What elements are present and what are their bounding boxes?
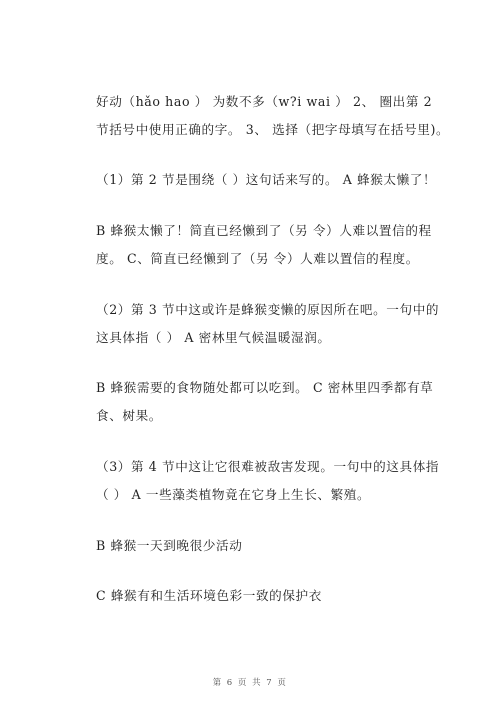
text-line: B 蜂猴一天到晚很少活动 xyxy=(96,538,243,553)
page-number-footer: 第 6 页 共 7 页 xyxy=(212,678,288,688)
text-line: （3）第 4 节中这让它很难被敌害发现。一句中的这具体指 xyxy=(96,459,440,474)
text-line: C 蜂猴有和生活环境色彩一致的保护衣 xyxy=(96,588,322,603)
text-line: （2）第 3 节中这或许是蜂猴变懒的原因所在吧。一句中的 xyxy=(96,302,440,317)
text-line: （1）第 2 节是围绕（ ）这句话来写的。 A 蜂猴太懒了！ xyxy=(96,172,437,187)
text-line: B 蜂猴太懒了！简直已经懒到了（另 令）人难以置信的程 xyxy=(96,223,432,238)
text-line: （ ） A 一些藻类植物竟在它身上生长、繁殖。 xyxy=(96,487,371,502)
text-line: 食、树果。 xyxy=(96,408,162,423)
text-line: 度。 C、简直已经懒到了（另 令）人难以置信的程度。 xyxy=(96,251,419,266)
text-line: 节括号中使用正确的字。 3、 选择（把字母填写在括号里)。 xyxy=(96,122,450,137)
text-line: 好动（hǎo hao ） 为数不多（w?i wai ） 2、 圈出第 2 xyxy=(96,94,433,109)
text-line: B 蜂猴需要的食物随处都可以吃到。 C 密林里四季都有草 xyxy=(96,380,434,395)
text-line: 这具体指（ ） A 密林里气候温暖湿润。 xyxy=(96,330,331,345)
